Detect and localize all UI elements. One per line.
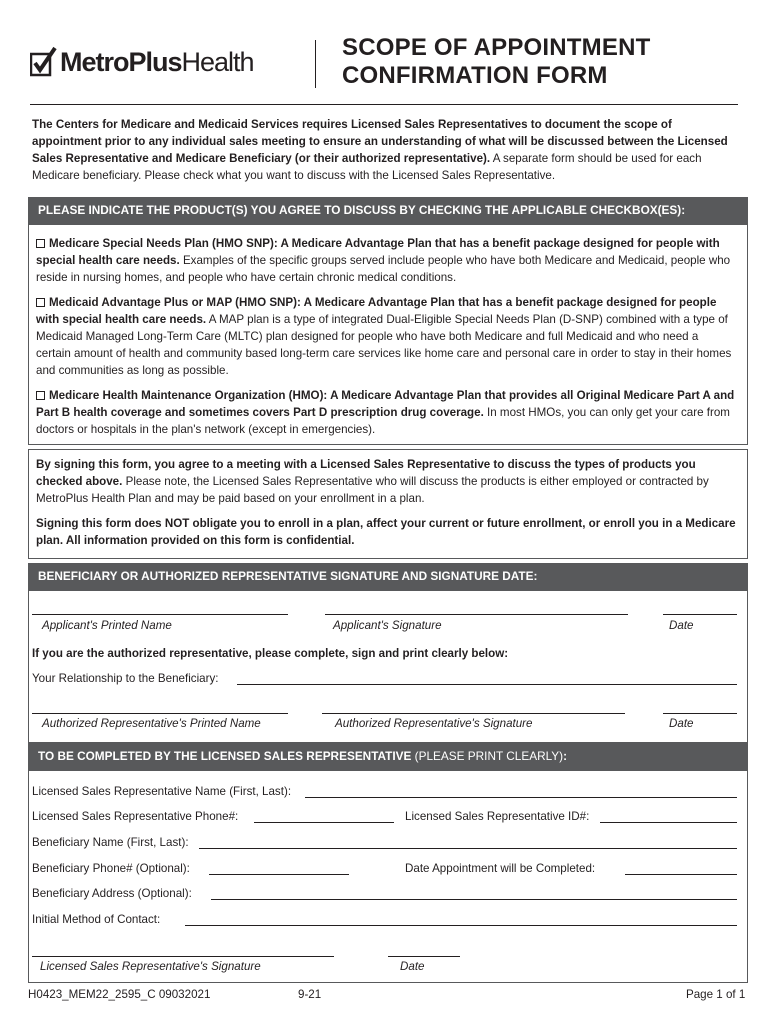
applicant-printed-name-label: Applicant's Printed Name (42, 619, 172, 632)
beneficiary-phone-field[interactable] (209, 874, 349, 875)
page-header (30, 34, 738, 98)
rep-printed-name-label: Authorized Representative's Printed Name (42, 717, 261, 730)
page-number: Page 1 of 1 (686, 988, 746, 1001)
rep-name-label: Licensed Sales Representative Name (First, Last): (32, 785, 292, 798)
form-version: 9-21 (298, 988, 322, 1001)
contact-method-field[interactable] (185, 925, 737, 926)
header-rule (30, 104, 738, 105)
rep-name-field[interactable] (305, 797, 737, 798)
rep-signature-label: Authorized Representative's Signature (335, 717, 533, 730)
form-code: H0423_MEM22_2595_C 09032021 (28, 988, 211, 1001)
snp-checkbox[interactable] (36, 239, 45, 248)
sales-rep-box (28, 770, 748, 983)
beneficiary-name-label: Beneficiary Name (First, Last): (32, 836, 189, 849)
rep-id-label: Licensed Sales Representative ID#: (405, 810, 590, 823)
rep-phone-field[interactable] (254, 822, 394, 823)
products-section-heading: PLEASE INDICATE THE PRODUCT(S) YOU AGREE TO DISCUSS BY CHECKING THE APPLICABLE CHECKBOX(ES): (28, 197, 748, 224)
logo-wordmark: MetroPlusHealth (60, 46, 254, 77)
relationship-label: Your Relationship to the Beneficiary: (32, 672, 219, 685)
applicant-date-line[interactable] (663, 614, 737, 615)
sales-rep-section-heading: TO BE COMPLETED BY THE LICENSED SALES REPRESENTATIVE (PLEASE PRINT CLEARLY): (28, 743, 748, 770)
beneficiary-address-field[interactable] (211, 899, 737, 900)
rep-date-label: Date (669, 717, 694, 730)
appointment-date-label: Date Appointment will be Completed: (405, 862, 596, 875)
beneficiary-name-field[interactable] (199, 848, 737, 849)
rep-printed-name-line[interactable] (32, 713, 288, 714)
applicant-printed-name-line[interactable] (32, 614, 288, 615)
intro-paragraph: The Centers for Medicare and Medicaid Services requires Licensed Sales Representatives to document the scope of appointment prior to any individual sales meeting to ensure an understanding of what will be discussed between the Licensed Sales Representative and Medicare Beneficiary (or their authorized representative). A separate form should be used for each Medicare beneficiary. Please check what you want to discuss with the Licensed Sales Representative. (32, 118, 728, 182)
appointment-date-field[interactable] (625, 874, 737, 875)
beneficiary-address-label: Beneficiary Address (Optional): (32, 887, 192, 900)
non-obligation-notice: Signing this form does NOT obligate you to enroll in a plan, affect your current or future enrollment, or enroll you in a Medicare plan. All information provided on this form is confidential. (36, 517, 736, 547)
applicant-signature-label: Applicant's Signature (333, 619, 442, 632)
rep-id-field[interactable] (600, 822, 737, 823)
page-title: SCOPE OF APPOINTMENT CONFIRMATION FORM (342, 34, 651, 89)
checkmark-logo-icon (30, 46, 58, 78)
product-option-hmo: Medicare Health Maintenance Organization (HMO): A Medicare Advantage Plan that provides all Original Medicare Part A and Part B health coverage and sometimes covers Part D prescription drug coverage. In most HMOs, you can only get your care from doctors or hospitals in the plan's network (except in emergencies). (36, 389, 735, 436)
sales-rep-signature-line[interactable] (32, 956, 334, 957)
rep-phone-label: Licensed Sales Representative Phone#: (32, 810, 239, 823)
header-divider (315, 40, 316, 88)
relationship-field[interactable] (237, 684, 737, 685)
product-option-snp: Medicare Special Needs Plan (HMO SNP): A Medicare Advantage Plan that has a benefit package designed for people with special health care needs. Examples of the specific groups served include people who have both Medicare and Medicaid, people who reside in nursing homes, and people who have certain chronic medical conditions. (36, 237, 731, 284)
signature-section-heading: BENEFICIARY OR AUTHORIZED REPRESENTATIVE SIGNATURE AND SIGNATURE DATE: (28, 563, 748, 590)
authorized-rep-note: If you are the authorized representative, please complete, sign and print clearly below: (32, 647, 509, 660)
hmo-checkbox[interactable] (36, 391, 45, 400)
agreement-paragraph: By signing this form, you agree to a meeting with a Licensed Sales Representative to discuss the types of products you checked above. Please note, the Licensed Sales Representative who will discuss the products is either employed or contracted by MetroPlus Health Plan and may be paid based on your enrollment in a plan. (36, 458, 709, 505)
contact-method-label: Initial Method of Contact: (32, 913, 161, 926)
applicant-signature-line[interactable] (325, 614, 628, 615)
map-checkbox[interactable] (36, 298, 45, 307)
applicant-date-label: Date (669, 619, 694, 632)
sales-rep-date-line[interactable] (388, 956, 460, 957)
sales-rep-signature-label: Licensed Sales Representative's Signature (40, 960, 261, 973)
beneficiary-phone-label: Beneficiary Phone# (Optional): (32, 862, 190, 875)
sales-rep-date-label: Date (400, 960, 425, 973)
rep-date-line[interactable] (663, 713, 737, 714)
product-option-map: Medicaid Advantage Plus or MAP (HMO SNP): A Medicare Advantage Plan that has a benefit package designed for people with special health care needs. A MAP plan is a type of integrated Dual-Eligible Special Needs Plan (D-SNP) combined with a type of Medicaid Managed Long-Term Care (MLTC) plan designed for people who have both Medicare and full Medicaid and who need a certain amount of health and community based long-term care services like home care and personal care in order to stay in their homes and communities as long as possible. (36, 296, 732, 377)
rep-signature-line[interactable] (322, 713, 625, 714)
metroplus-logo (30, 40, 254, 84)
